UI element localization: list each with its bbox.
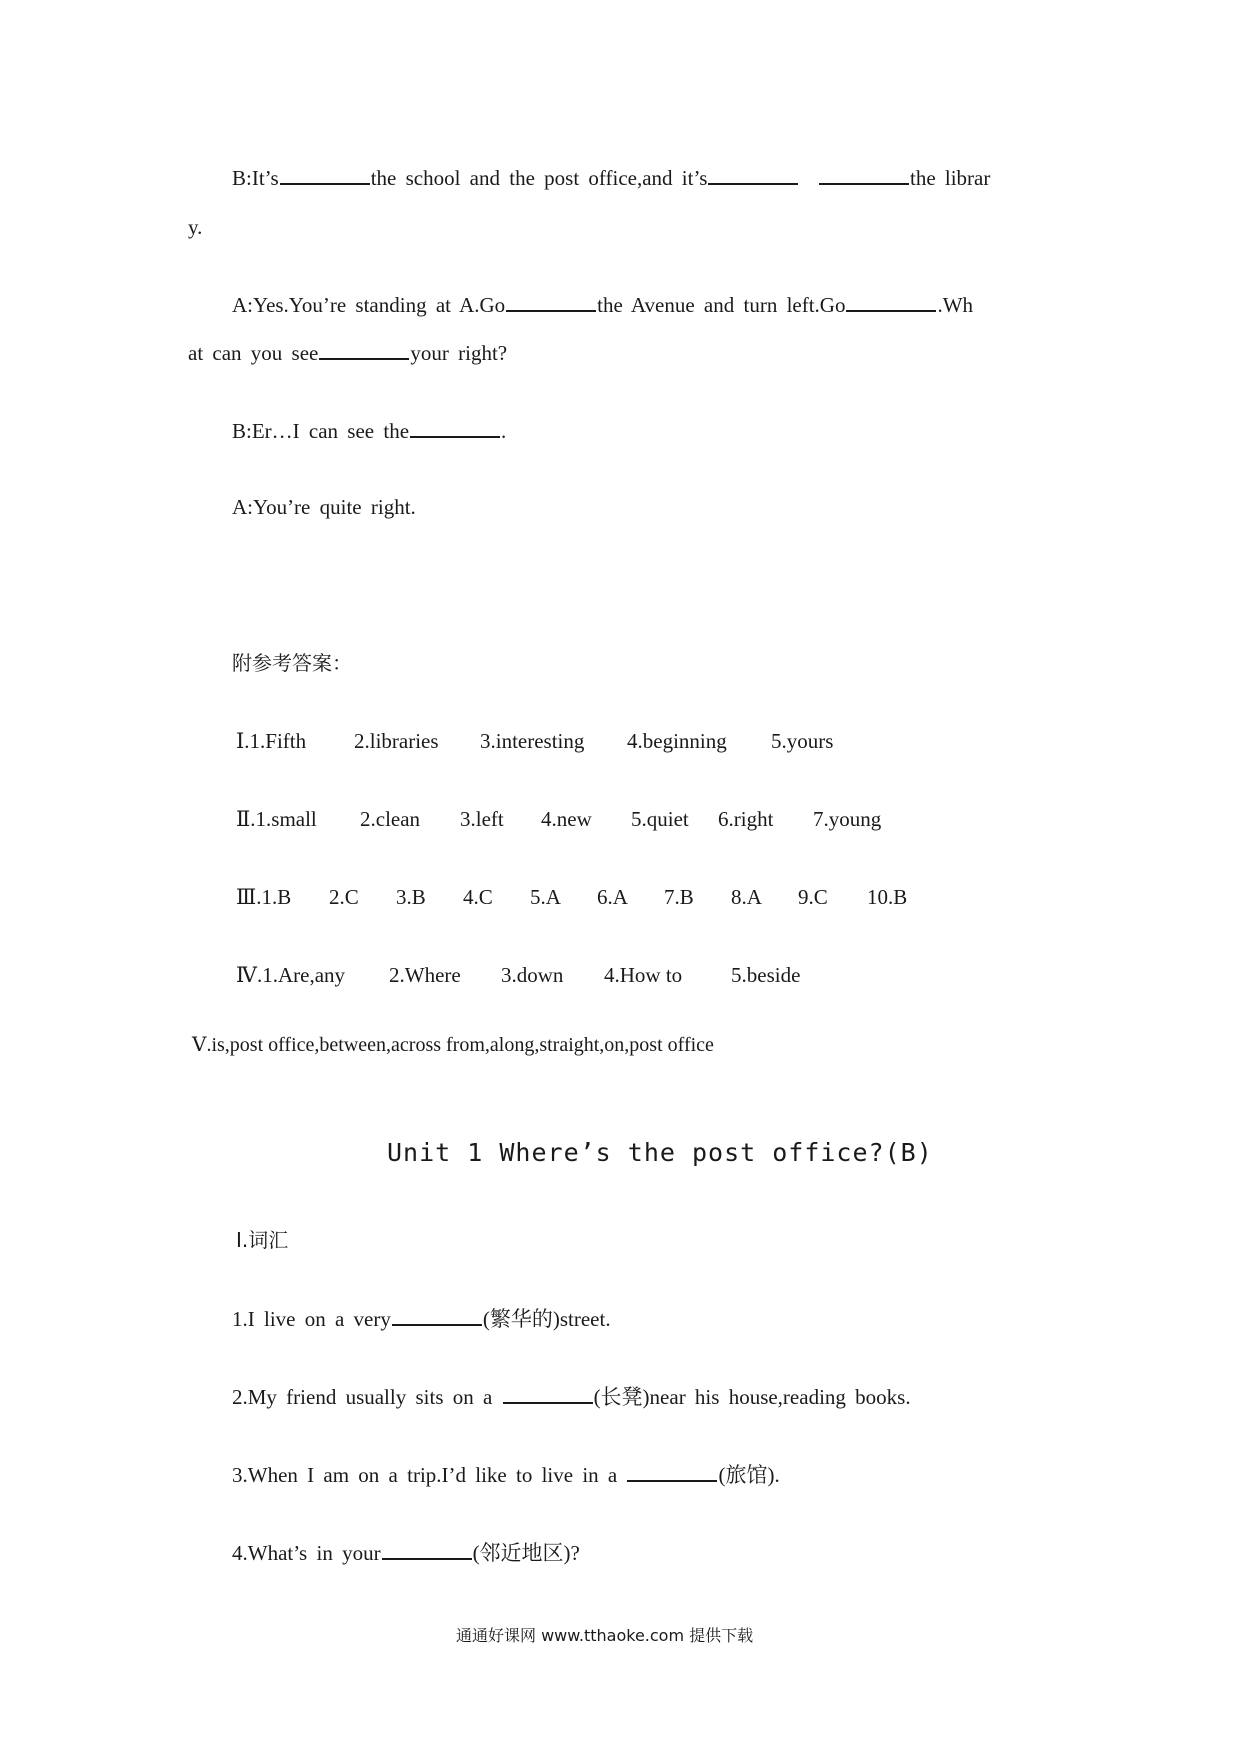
question-text: 1.I live on a very <box>232 1307 391 1331</box>
answer-item: 2.Where <box>389 963 461 987</box>
dialogue-text: your right? <box>410 341 508 365</box>
section-heading: Ⅰ.词汇 <box>236 1228 289 1252</box>
question-text: 2.My friend usually sits on a <box>232 1385 493 1409</box>
answers-heading: 附参考答案： <box>232 651 352 675</box>
answer-item: Ⅲ.1.B <box>236 885 292 909</box>
answer-item: 4.beginning <box>627 729 727 753</box>
dialogue-text: B:It’s <box>232 166 279 190</box>
answer-item: 3.down <box>501 963 564 987</box>
answer-item: 2.libraries <box>354 729 439 753</box>
dialogue-text: the school and the post office,and it’s <box>370 166 708 190</box>
answer-item: 9.C <box>798 885 828 909</box>
question-text: 3.When I am on a trip.I’d like to live in a <box>232 1463 618 1487</box>
answer-blank[interactable] <box>503 1383 593 1404</box>
question-text: (邻近地区)? <box>472 1541 580 1565</box>
answer-item: 2.clean <box>360 807 421 831</box>
answer-blank[interactable] <box>392 1305 482 1326</box>
answer-item: 6.A <box>597 885 628 909</box>
answer-item: 4.new <box>541 807 592 831</box>
answer-blank[interactable] <box>319 339 409 360</box>
dialogue-text: the Avenue and turn left.Go <box>597 293 846 317</box>
dialogue-line-3 <box>188 339 507 366</box>
dialogue-text: B:Er…I can see the <box>232 419 410 443</box>
answer-item: 8.A <box>731 885 762 909</box>
answer-item: 5.A <box>530 885 561 909</box>
answer-item: 4.How to <box>604 963 683 987</box>
answer-blank[interactable] <box>280 164 370 185</box>
answer-blank[interactable] <box>382 1539 472 1560</box>
answers-row-5: Ⅴ.is,post office,between,across from,along,straight,on,post office <box>192 1034 714 1056</box>
page-footer: 通通好课网 www.tthaoke.com 提供下载 <box>456 1626 754 1645</box>
answer-item: 7.B <box>664 885 694 909</box>
vocab-question-2 <box>232 1383 911 1410</box>
dialogue-line-1 <box>232 164 990 191</box>
answer-blank[interactable] <box>819 164 909 185</box>
answers-row-3 <box>236 884 907 910</box>
answer-item: 5.beside <box>731 963 801 987</box>
answer-blank[interactable] <box>506 291 596 312</box>
dialogue-line-4 <box>232 417 506 444</box>
dialogue-text: . <box>501 419 507 443</box>
question-text: 4.What’s in your <box>232 1541 381 1565</box>
answers-row-2 <box>236 806 881 832</box>
answer-item: 4.C <box>463 885 493 909</box>
answer-item: 7.young <box>813 807 882 831</box>
question-text: (繁华的)street. <box>482 1307 611 1331</box>
answer-blank[interactable] <box>410 417 500 438</box>
vocab-question-4 <box>232 1539 580 1566</box>
dialogue-line-2 <box>232 291 973 318</box>
vocab-question-3 <box>232 1461 780 1488</box>
answer-item: 6.right <box>718 807 774 831</box>
dialogue-text: A:Yes.You’re standing at A.Go <box>232 293 506 317</box>
dialogue-line-1-wrap: y. <box>188 215 203 239</box>
answers-row-4 <box>236 962 800 988</box>
answer-blank[interactable] <box>846 291 936 312</box>
answer-item: 2.C <box>329 885 359 909</box>
answer-item: Ⅳ.1.Are,any <box>236 963 346 987</box>
question-text: (旅馆). <box>718 1463 780 1487</box>
vocab-question-1 <box>232 1305 611 1332</box>
dialogue-line-5: A:You’re quite right. <box>232 495 416 519</box>
answer-item: 3.left <box>460 807 504 831</box>
answers-row-1 <box>236 728 833 754</box>
answer-item: 5.yours <box>771 729 834 753</box>
question-text: (长凳)near his house,reading books. <box>593 1385 911 1409</box>
dialogue-text: at can you see <box>188 341 319 365</box>
dialogue-text: the librar <box>909 166 991 190</box>
answer-blank[interactable] <box>708 164 798 185</box>
answer-item: 3.B <box>396 885 426 909</box>
unit-title: Unit 1 Where’s the post office?(B) <box>387 1138 933 1167</box>
answer-item: Ⅱ.1.small <box>236 807 317 831</box>
dialogue-text: .Wh <box>937 293 974 317</box>
answer-item: 3.interesting <box>480 729 585 753</box>
answer-blank[interactable] <box>627 1461 717 1482</box>
answer-item: 5.quiet <box>631 807 689 831</box>
answer-item: 10.B <box>867 885 908 909</box>
answer-item: Ⅰ.1.Fifth <box>236 729 307 753</box>
